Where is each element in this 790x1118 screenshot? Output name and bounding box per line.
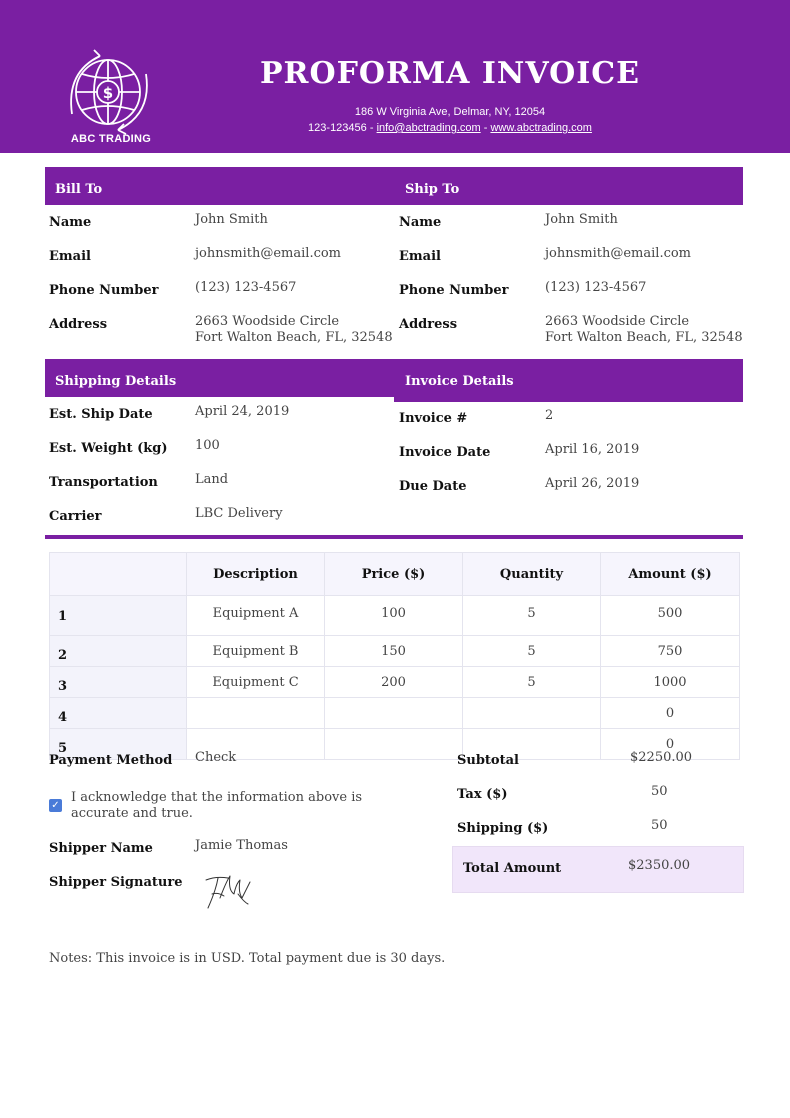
invoice-header <box>0 0 790 153</box>
bill-address-label: Address <box>49 317 108 332</box>
cell-price[interactable]: 200 <box>325 667 463 698</box>
cell-description[interactable]: Equipment C <box>187 667 325 698</box>
due-date-label: Due Date <box>399 479 467 494</box>
payment-method-label: Payment Method <box>49 753 173 768</box>
cell-amount: 0 <box>601 698 740 729</box>
cell-amount: 750 <box>601 636 740 667</box>
company-phone: 123-123456 <box>308 122 367 134</box>
ship-phone-label: Phone Number <box>399 283 509 298</box>
svg-text:$: $ <box>102 84 114 102</box>
table-row <box>50 596 740 636</box>
company-address: 186 W Virginia Ave, Delmar, NY, 12054 <box>354 106 546 118</box>
table-row <box>50 636 740 667</box>
bill-phone-label: Phone Number <box>49 283 159 298</box>
cell-amount: 0 <box>601 729 740 760</box>
cell-price[interactable]: 150 <box>325 636 463 667</box>
row-number: 3 <box>50 667 187 698</box>
cell-quantity[interactable]: 5 <box>463 667 601 698</box>
table-row <box>50 698 740 729</box>
bill-address-line2: Fort Walton Beach, FL, 32548 <box>195 330 393 345</box>
cell-quantity[interactable]: 5 <box>463 596 601 636</box>
bill-address-line1: 2663 Woodside Circle <box>195 314 340 329</box>
ship-phone-value: (123) 123-4567 <box>545 280 647 295</box>
bill-name-value: John Smith <box>195 212 268 227</box>
ship-date-label: Est. Ship Date <box>49 407 153 422</box>
invoice-date-value: April 16, 2019 <box>545 442 640 457</box>
cell-amount: 500 <box>601 596 740 636</box>
column-header <box>50 553 187 596</box>
due-date-value: April 26, 2019 <box>545 476 640 491</box>
carrier-label: Carrier <box>49 509 102 524</box>
cell-price[interactable] <box>325 698 463 729</box>
items-table-container <box>49 552 739 756</box>
company-website-link[interactable]: www.abctrading.com <box>490 122 592 134</box>
acknowledge-checkbox[interactable]: ✓ <box>49 799 62 812</box>
shipper-signature-image <box>198 868 256 916</box>
cell-description[interactable]: Equipment A <box>187 596 325 636</box>
row-number: 4 <box>50 698 187 729</box>
transportation-value: Land <box>195 472 229 487</box>
column-header: Price ($) <box>325 553 463 596</box>
row-number: 5 <box>50 729 187 760</box>
row-number: 2 <box>50 636 187 667</box>
ship-address-line2: Fort Walton Beach, FL, 32548 <box>545 330 743 345</box>
payment-method-value[interactable]: Check <box>195 750 237 765</box>
invoice-title: PROFORMA INVOICE <box>259 56 641 91</box>
cell-description[interactable]: Equipment B <box>187 636 325 667</box>
ship-name-label: Name <box>399 215 442 230</box>
bill-to-heading: Bill To <box>55 182 103 197</box>
bill-email-label: Email <box>49 249 91 264</box>
subtotal-value: $2250.00 <box>630 750 693 765</box>
company-logo-name: ABC TRADING <box>70 133 152 145</box>
tax-label: Tax ($) <box>457 787 508 802</box>
cell-price[interactable] <box>325 729 463 760</box>
contact-separator: - <box>480 122 491 134</box>
column-header: Description <box>187 553 325 596</box>
invoice-details-bar <box>394 359 743 402</box>
carrier-value: LBC Delivery <box>195 506 283 521</box>
bill-ship-bar <box>45 167 743 205</box>
acknowledge-text: I acknowledge that the information above is accurate and true. <box>71 790 363 821</box>
ship-to-heading: Ship To <box>405 182 460 197</box>
ship-email-label: Email <box>399 249 441 264</box>
contact-separator: - <box>366 122 377 134</box>
shipping-cost-value[interactable]: 50 <box>651 818 668 833</box>
ship-email-value: johnsmith@email.com <box>545 246 692 261</box>
ship-address-label: Address <box>399 317 458 332</box>
total-amount-label: Total Amount <box>463 861 562 876</box>
ship-name-value: John Smith <box>545 212 618 227</box>
ship-address-line1: 2663 Woodside Circle <box>545 314 690 329</box>
cell-quantity[interactable] <box>463 698 601 729</box>
column-header: Quantity <box>463 553 601 596</box>
row-number: 1 <box>50 596 187 636</box>
shipping-details-bar <box>45 359 394 397</box>
company-contact <box>230 122 670 134</box>
ship-date-value: April 24, 2019 <box>195 404 290 419</box>
weight-label: Est. Weight (kg) <box>49 441 168 456</box>
invoice-details-heading: Invoice Details <box>405 374 514 389</box>
shipper-name-label: Shipper Name <box>49 841 153 856</box>
cell-price[interactable]: 100 <box>325 596 463 636</box>
table-header-row <box>50 553 740 596</box>
tax-value[interactable]: 50 <box>651 784 668 799</box>
cell-amount: 1000 <box>601 667 740 698</box>
cell-quantity[interactable]: 5 <box>463 636 601 667</box>
invoice-number-label: Invoice # <box>399 411 468 426</box>
items-table <box>49 552 740 760</box>
shipping-details-heading: Shipping Details <box>55 374 177 389</box>
subtotal-label: Subtotal <box>457 753 519 768</box>
total-amount-value: $2350.00 <box>628 858 691 873</box>
company-email-link[interactable]: info@abctrading.com <box>376 122 481 134</box>
invoice-number-value: 2 <box>545 408 554 423</box>
column-header: Amount ($) <box>601 553 740 596</box>
cell-description[interactable] <box>187 698 325 729</box>
table-row <box>50 667 740 698</box>
transportation-label: Transportation <box>49 475 158 490</box>
shipping-cost-label: Shipping ($) <box>457 821 549 836</box>
bill-email-value: johnsmith@email.com <box>195 246 342 261</box>
weight-value: 100 <box>195 438 220 453</box>
bill-phone-value: (123) 123-4567 <box>195 280 297 295</box>
bill-name-label: Name <box>49 215 92 230</box>
section-divider <box>45 535 743 539</box>
shipper-name-value: Jamie Thomas <box>195 838 288 853</box>
shipper-signature-label: Shipper Signature <box>49 875 183 890</box>
invoice-notes: Notes: This invoice is in USD. Total payment due is 30 days. <box>49 951 446 966</box>
invoice-date-label: Invoice Date <box>399 445 491 460</box>
